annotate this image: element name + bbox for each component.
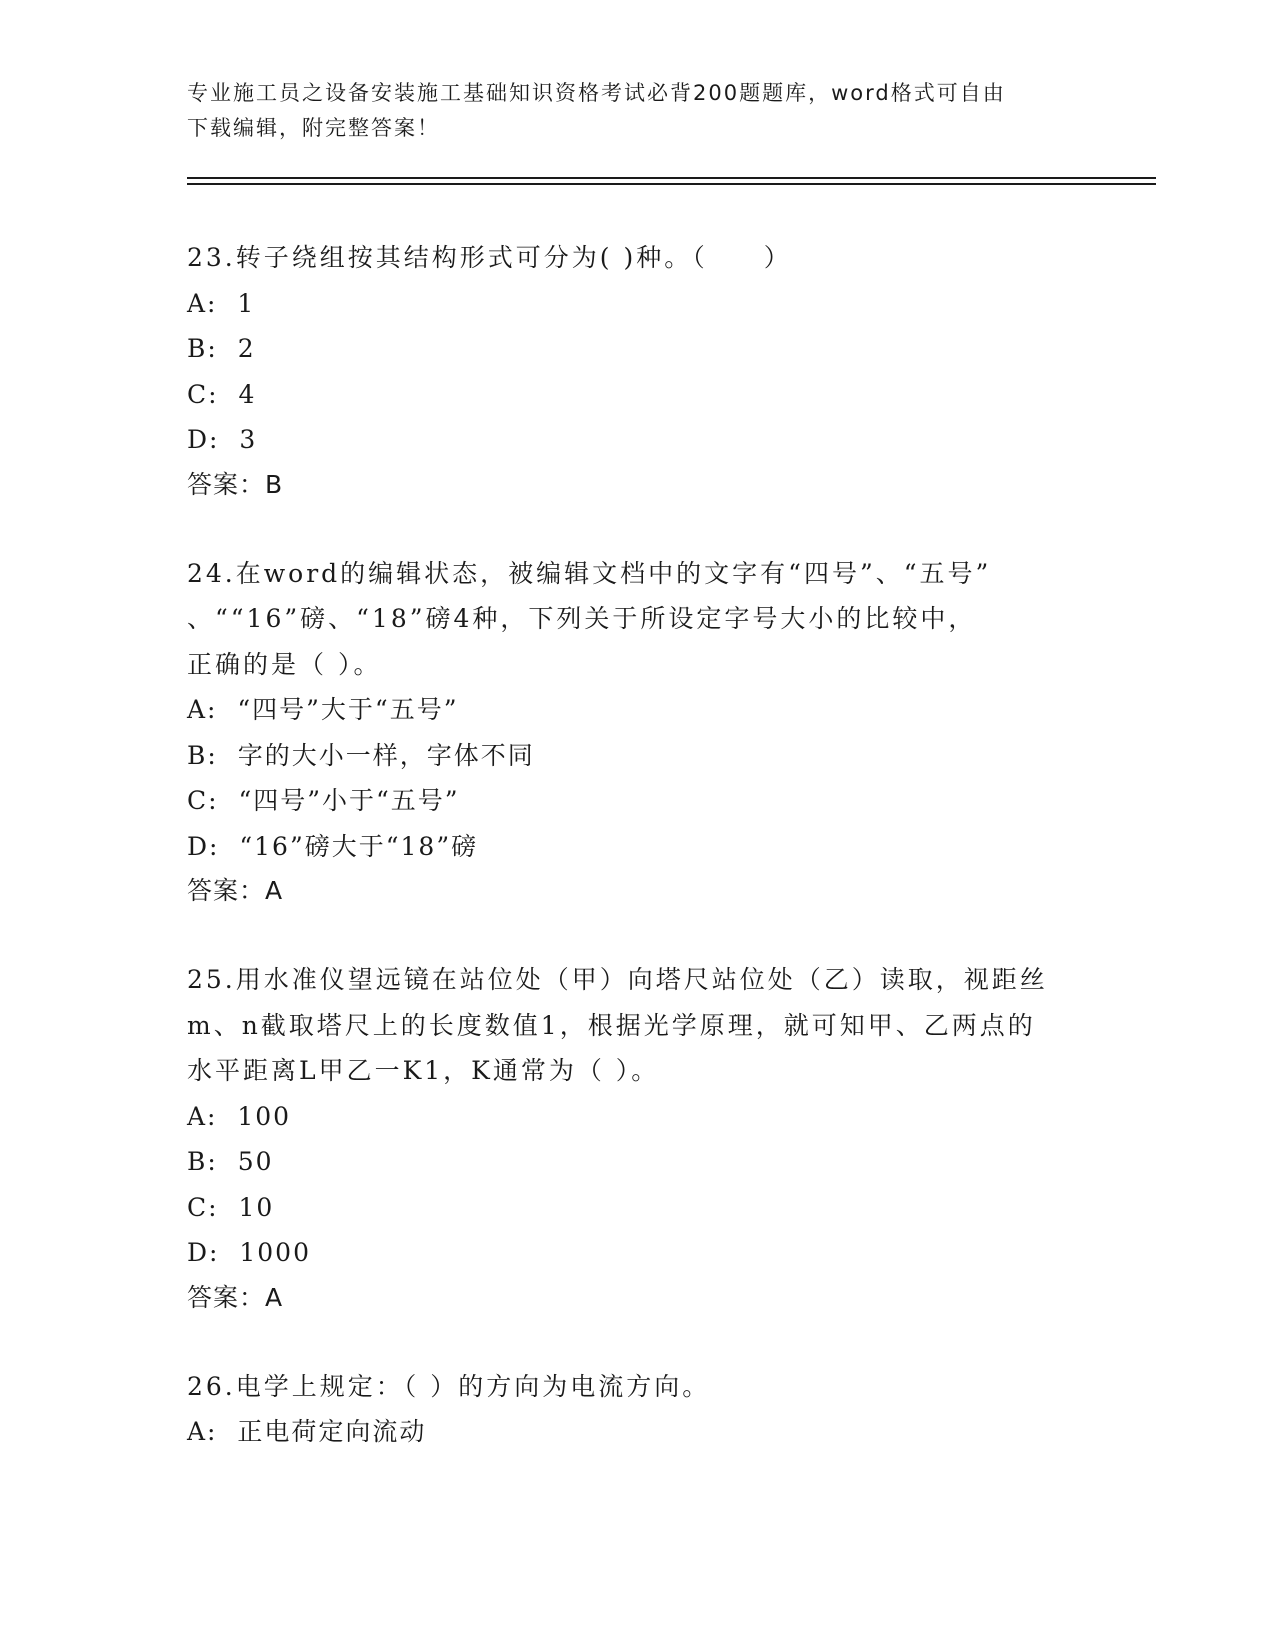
- question-stem-line-1: 24.在word的编辑状态，被编辑文档中的文字有“四号”、“五号”: [187, 558, 992, 588]
- question-25: [187, 957, 1087, 1320]
- answer-line: 答案：A: [187, 876, 284, 905]
- document-header: [187, 76, 1067, 146]
- question-26: [187, 1364, 1087, 1455]
- header-divider-bottom: [187, 183, 1156, 185]
- option-d: D: “16”磅大于“18”磅: [187, 831, 479, 861]
- header-line-2: 下载编辑，附完整答案！: [187, 116, 440, 140]
- option-b: B: 50: [187, 1147, 274, 1176]
- option-d: D: 1000: [187, 1238, 311, 1267]
- header-line-1: 专业施工员之设备安装施工基础知识资格考试必背200题题库，word格式可自由: [187, 81, 1006, 105]
- option-a: A: 正电荷定向流动: [187, 1417, 427, 1446]
- option-a: A: 100: [187, 1101, 292, 1131]
- question-stem-line-3: 正确的是（ ）。: [187, 649, 382, 679]
- question-stem: 26.电学上规定：（ ）的方向为电流方向。: [187, 1371, 711, 1401]
- question-24: [187, 551, 1087, 914]
- question-stem-line-2: 、““16”磅、“18”磅4种，下列关于所设定字号大小的比较中，: [187, 604, 977, 633]
- question-stem-line-1: 25.用水准仪望远镜在站位处（甲）向塔尺站位处（乙）读取，视距丝: [187, 965, 1048, 994]
- option-c: C: 4: [187, 379, 257, 409]
- question-stem-line-2: m、n截取塔尺上的长度数值1，根据光学原理，就可知甲、乙两点的: [187, 1010, 1036, 1040]
- answer-line: 答案：A: [187, 1282, 284, 1312]
- option-c: C: 10: [187, 1192, 275, 1222]
- question-list: [187, 235, 1087, 1499]
- question-stem-line-3: 水平距离L甲乙一K1，K通常为（ ）。: [187, 1056, 660, 1085]
- question-23: [187, 235, 1087, 507]
- option-c: C: “四号”小于“五号”: [187, 786, 460, 815]
- option-a: A: 1: [187, 288, 256, 318]
- header-divider-top: [187, 177, 1156, 179]
- option-d: D: 3: [187, 425, 258, 454]
- option-b: B: 2: [187, 334, 256, 363]
- answer-line: 答案：B: [187, 469, 284, 499]
- option-a: A: “四号”大于“五号”: [187, 695, 459, 724]
- option-b: B: 字的大小一样，字体不同: [187, 740, 535, 770]
- question-stem: 23.转子绕组按其结构形式可分为( )种。（ ）: [187, 243, 792, 272]
